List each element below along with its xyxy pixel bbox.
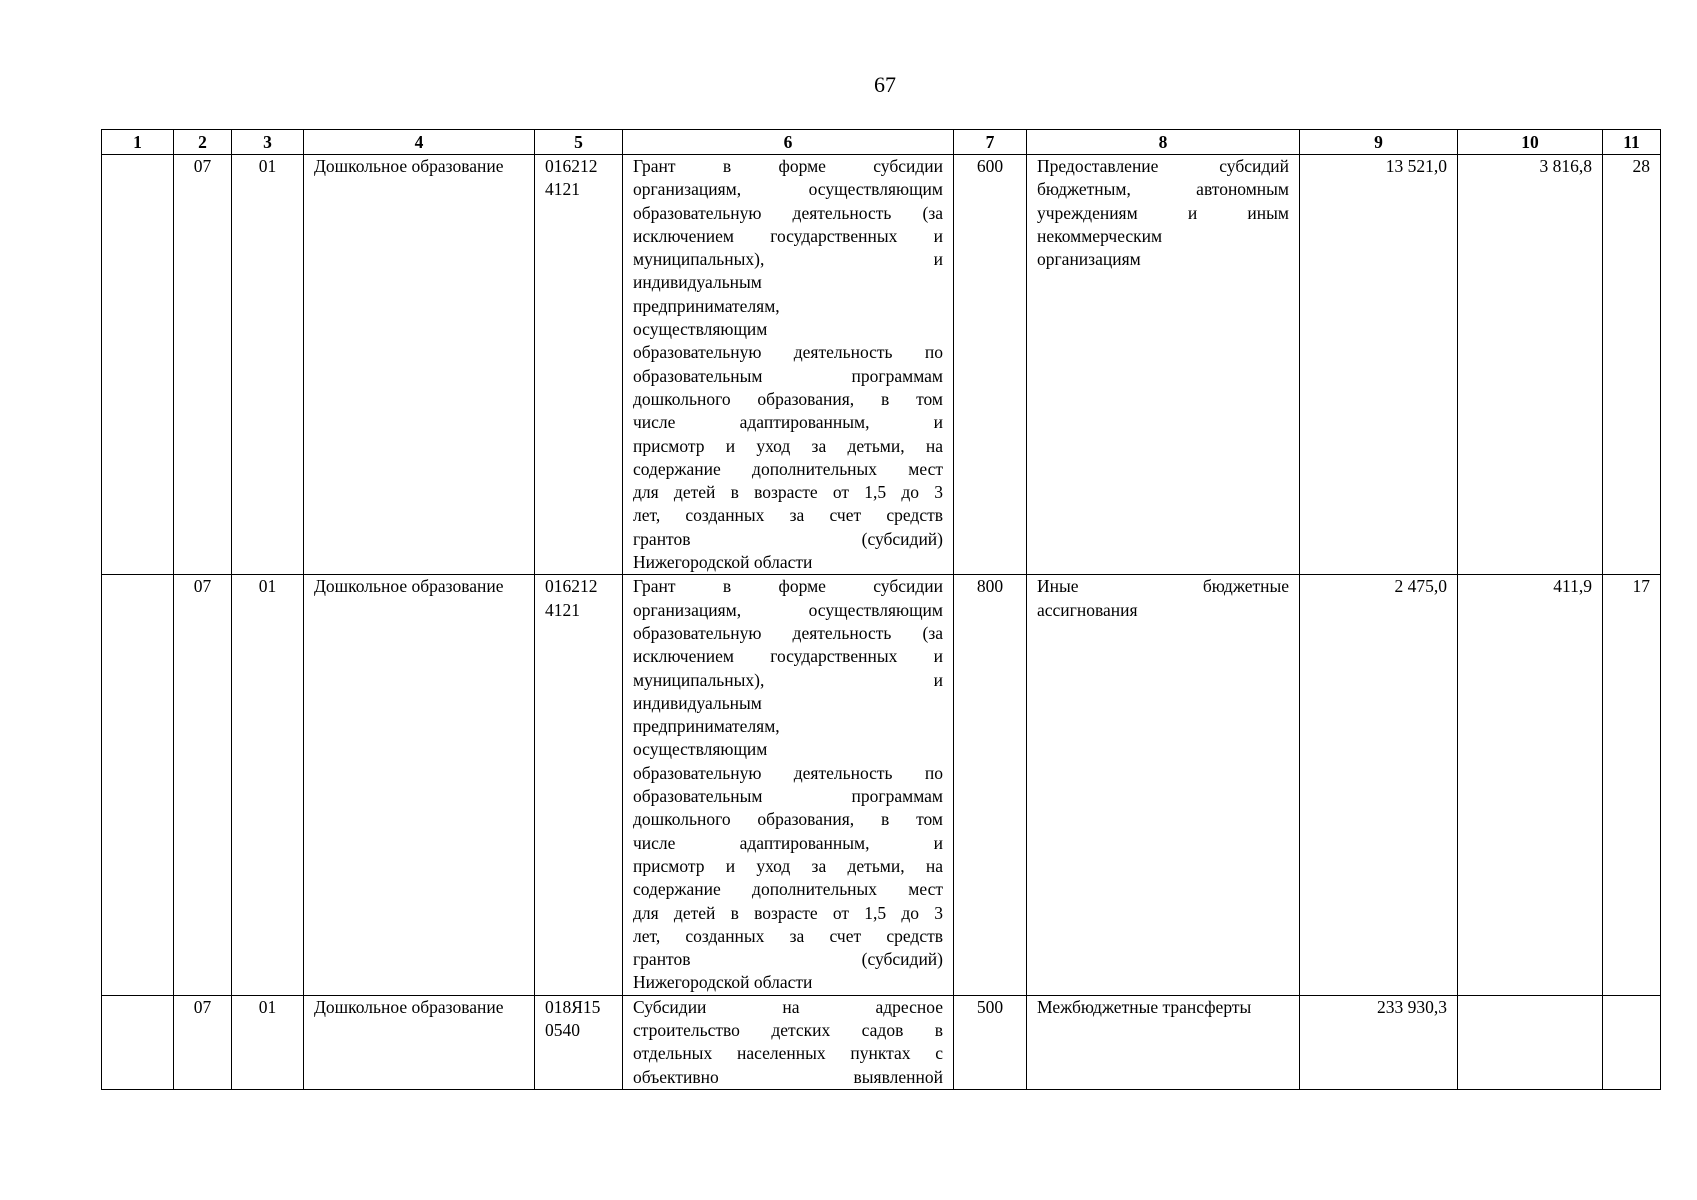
cell-expense-name xyxy=(1027,995,1300,1089)
cell-amount-plan: 233 930,3 xyxy=(1300,995,1458,1089)
cell-line: организациям xyxy=(1037,249,1141,270)
cell-col1 xyxy=(102,995,174,1089)
cell-line: 0540 xyxy=(545,1019,580,1040)
cell-line: муниципальных), и xyxy=(633,249,943,270)
cell-line: образовательным программам xyxy=(633,365,943,386)
cell-line: отдельных населенных пунктах с xyxy=(633,1043,943,1064)
cell-expense-type: 600 xyxy=(954,155,1027,575)
cell-percent: 28 xyxy=(1603,155,1661,575)
cell-line: осуществляющим xyxy=(633,319,768,340)
cell-name: Дошкольное образование xyxy=(304,155,535,575)
cell-line: учреждениям и иным xyxy=(1037,202,1289,223)
cell-subsection: 01 xyxy=(232,995,304,1089)
cell-line: 4121 xyxy=(545,599,580,620)
table-body xyxy=(102,155,1661,1090)
cell-line: 016212 xyxy=(545,576,598,597)
cell-line: дошкольного образования, в том xyxy=(633,388,943,409)
cell-percent xyxy=(1603,995,1661,1089)
cell-description xyxy=(623,995,954,1089)
cell-line: индивидуальным xyxy=(633,272,762,293)
cell-amount-plan: 2 475,0 xyxy=(1300,575,1458,995)
cell-line: содержание дополнительных мест xyxy=(633,458,943,479)
budget-table xyxy=(101,129,1661,1090)
header-cell: 11 xyxy=(1603,130,1661,155)
table-row xyxy=(102,575,1661,995)
cell-line: грантов (субсидий) xyxy=(633,949,943,970)
header-cell: 3 xyxy=(232,130,304,155)
cell-line: бюджетным, автономным xyxy=(1037,179,1289,200)
cell-description xyxy=(623,575,954,995)
cell-line: содержание дополнительных мест xyxy=(633,879,943,900)
cell-target-code xyxy=(535,575,623,995)
header-cell: 5 xyxy=(535,130,623,155)
cell-line: исключением государственных и xyxy=(633,646,943,667)
header-cell: 6 xyxy=(623,130,954,155)
cell-expense-name xyxy=(1027,155,1300,575)
cell-section: 07 xyxy=(174,155,232,575)
cell-line: 018Я15 xyxy=(545,996,601,1017)
cell-line: дошкольного образования, в том xyxy=(633,809,943,830)
cell-section: 07 xyxy=(174,575,232,995)
cell-line: Нижегородской области xyxy=(633,972,813,993)
cell-line: для детей в возрасте от 1,5 до 3 xyxy=(633,482,943,503)
cell-col1 xyxy=(102,575,174,995)
cell-amount-plan: 13 521,0 xyxy=(1300,155,1458,575)
cell-target-code xyxy=(535,995,623,1089)
cell-line: образовательную деятельность по xyxy=(633,342,943,363)
cell-expense-name xyxy=(1027,575,1300,995)
cell-name: Дошкольное образование xyxy=(304,575,535,995)
cell-line: образовательным программам xyxy=(633,786,943,807)
header-cell: 8 xyxy=(1027,130,1300,155)
cell-line: 4121 xyxy=(545,179,580,200)
cell-line: ассигнования xyxy=(1037,599,1138,620)
cell-line: Предоставление субсидий xyxy=(1037,156,1289,176)
cell-line: образовательную деятельность по xyxy=(633,762,943,783)
cell-line: муниципальных), и xyxy=(633,669,943,690)
cell-target-code xyxy=(535,155,623,575)
cell-col1 xyxy=(102,155,174,575)
cell-line: Грант в форме субсидии xyxy=(633,156,943,176)
cell-expense-type: 500 xyxy=(954,995,1027,1089)
cell-line: предпринимателям, xyxy=(633,716,780,737)
table-row xyxy=(102,155,1661,575)
cell-line: числе адаптированным, и xyxy=(633,832,943,853)
cell-line: для детей в возрасте от 1,5 до 3 xyxy=(633,902,943,923)
cell-percent: 17 xyxy=(1603,575,1661,995)
cell-line: присмотр и уход за детьми, на xyxy=(633,435,943,456)
cell-line: осуществляющим xyxy=(633,739,768,760)
cell-line: 016212 xyxy=(545,156,598,176)
cell-line: организациям, осуществляющим xyxy=(633,599,943,620)
cell-line: образовательную деятельность (за xyxy=(633,622,943,643)
header-cell: 7 xyxy=(954,130,1027,155)
cell-line: объективно выявленной xyxy=(633,1066,943,1087)
cell-amount-fact: 3 816,8 xyxy=(1458,155,1603,575)
cell-description xyxy=(623,155,954,575)
cell-amount-fact: 411,9 xyxy=(1458,575,1603,995)
cell-line: числе адаптированным, и xyxy=(633,412,943,433)
cell-name: Дошкольное образование xyxy=(304,995,535,1089)
cell-line: некоммерческим xyxy=(1037,225,1163,246)
cell-line: Грант в форме субсидии xyxy=(633,576,943,597)
header-cell: 2 xyxy=(174,130,232,155)
cell-line: образовательную деятельность (за xyxy=(633,202,943,223)
cell-amount-fact xyxy=(1458,995,1603,1089)
page-number: 67 xyxy=(874,72,896,97)
cell-subsection: 01 xyxy=(232,155,304,575)
header-cell: 4 xyxy=(304,130,535,155)
cell-line: предпринимателям, xyxy=(633,295,780,316)
cell-subsection: 01 xyxy=(232,575,304,995)
header-row xyxy=(102,130,1661,155)
cell-section: 07 xyxy=(174,995,232,1089)
cell-line: присмотр и уход за детьми, на xyxy=(633,855,943,876)
cell-line: организациям, осуществляющим xyxy=(633,179,943,200)
header-cell: 10 xyxy=(1458,130,1603,155)
cell-line: грантов (субсидий) xyxy=(633,528,943,549)
cell-line: Иные бюджетные xyxy=(1037,576,1289,597)
cell-line: исключением государственных и xyxy=(633,225,943,246)
header-cell: 1 xyxy=(102,130,174,155)
cell-line: Субсидии на адресное xyxy=(633,996,943,1017)
cell-line: лет, созданных за счет средств xyxy=(633,505,943,526)
cell-line: индивидуальным xyxy=(633,692,762,713)
cell-line: Межбюджетные трансферты xyxy=(1037,996,1252,1017)
cell-line: Нижегородской области xyxy=(633,552,813,573)
table-row xyxy=(102,995,1661,1089)
cell-expense-type: 800 xyxy=(954,575,1027,995)
cell-line: строительство детских садов в xyxy=(633,1019,943,1040)
header-cell: 9 xyxy=(1300,130,1458,155)
cell-line: лет, созданных за счет средств xyxy=(633,925,943,946)
